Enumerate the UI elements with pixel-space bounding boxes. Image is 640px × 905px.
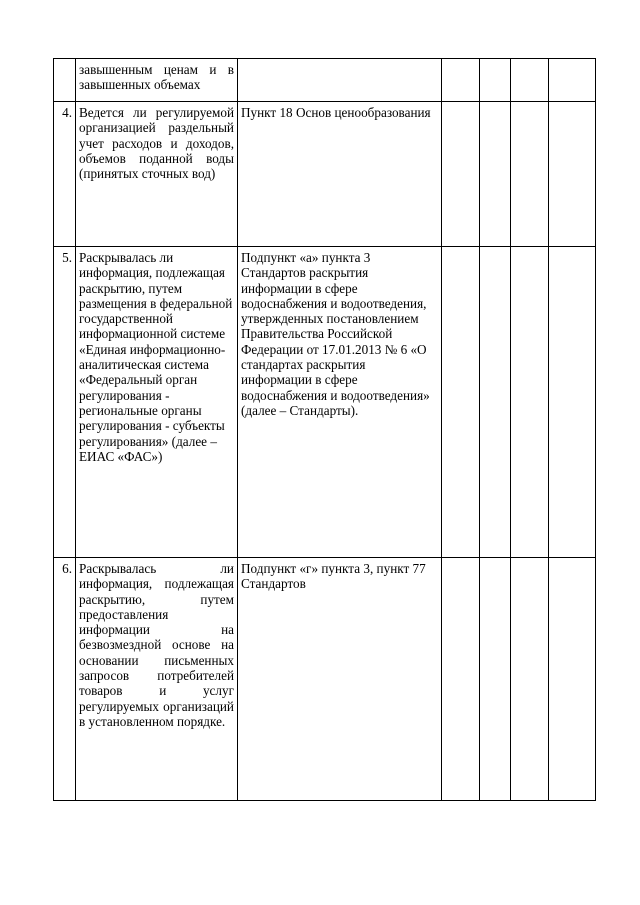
row-number: 4. bbox=[54, 102, 76, 247]
answer-cell-na bbox=[511, 59, 549, 102]
reference-cell bbox=[238, 247, 442, 558]
answer-cell-no bbox=[480, 247, 511, 558]
question-text: Раскрывалась ли информация, подлежащая раскрытию, путем предоставления информации на безвозмездной основе на основании письменных запросов потребителей товаров и услуг регулируемых организаций в установленном порядке. bbox=[79, 561, 234, 729]
question-cell bbox=[76, 102, 238, 247]
answer-cell-no bbox=[480, 558, 511, 801]
question-text: Раскрывалась ли информация, подлежащая раскрытию, путем размещения в федеральной государственной информационной системе «Единая информационно-аналитическая система «Федеральный орган регулирования - региональные органы регулирования - субъекты регулирования» (далее – ЕИАС «ФАС») bbox=[79, 250, 233, 464]
row-number: 5. bbox=[54, 247, 76, 558]
reference-cell bbox=[238, 59, 442, 102]
notes-cell bbox=[549, 102, 596, 247]
reference-text: Подпункт «г» пункта 3, пункт 77 Стандартов bbox=[241, 561, 426, 592]
checklist-table bbox=[53, 58, 596, 801]
question-cell bbox=[76, 558, 238, 801]
answer-cell-na bbox=[511, 558, 549, 801]
notes-cell bbox=[549, 59, 596, 102]
question-text: Ведется ли регулируемой организацией раздельный учет расходов и доходов, объемов поданной воды (принятых сточных вод) bbox=[79, 105, 234, 182]
answer-cell-yes bbox=[442, 247, 480, 558]
question-cell bbox=[76, 247, 238, 558]
question-cell bbox=[76, 59, 238, 102]
answer-cell-no bbox=[480, 59, 511, 102]
question-text: завышенным ценам и в завышенных объемах bbox=[79, 62, 234, 93]
notes-cell bbox=[549, 558, 596, 801]
table-row bbox=[54, 247, 596, 558]
answer-cell-yes bbox=[442, 102, 480, 247]
table-row bbox=[54, 558, 596, 801]
table-row bbox=[54, 59, 596, 102]
answer-cell-na bbox=[511, 247, 549, 558]
reference-cell bbox=[238, 558, 442, 801]
answer-cell-yes bbox=[442, 59, 480, 102]
row-number bbox=[54, 59, 76, 102]
notes-cell bbox=[549, 247, 596, 558]
row-number: 6. bbox=[54, 558, 76, 801]
reference-text: Подпункт «а» пункта 3 Стандартов раскрытия информации в сфере водоснабжения и водоотведения, утвержденных постановлением Правительства Российской Федерации от 17.01.2013 № 6 «О стандартах раскрытия информации в сфере водоснабжения и водоотведения» (далее – Стандарты). bbox=[241, 250, 430, 418]
reference-text: Пункт 18 Основ ценообразования bbox=[241, 105, 431, 120]
table-row bbox=[54, 102, 596, 247]
answer-cell-yes bbox=[442, 558, 480, 801]
reference-cell bbox=[238, 102, 442, 247]
answer-cell-na bbox=[511, 102, 549, 247]
answer-cell-no bbox=[480, 102, 511, 247]
